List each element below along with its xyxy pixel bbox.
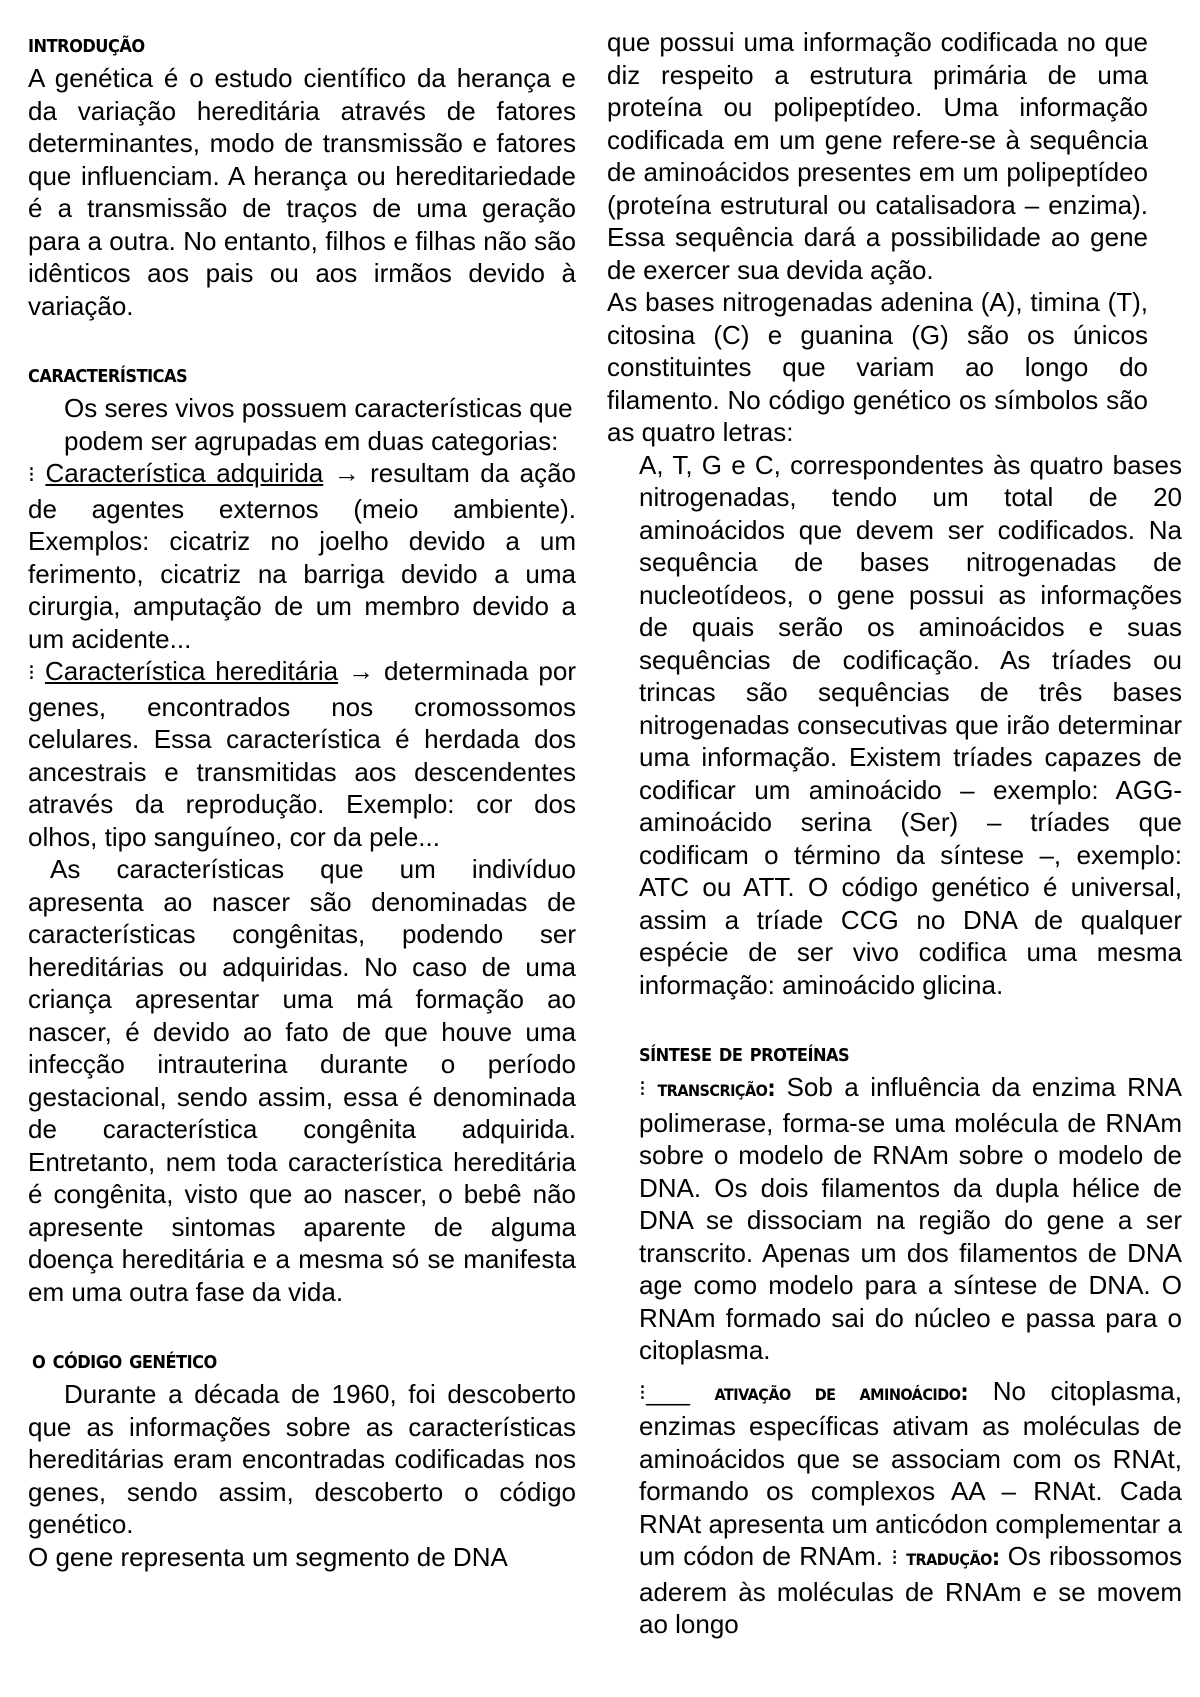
paragraph-codigo-1: Durante a década de 1960, foi descoberto que as informações sobre as características hereditárias eram encontradas codificadas nos genes, sendo assim, descoberto o código genético. bbox=[28, 1379, 576, 1539]
paragraph-congenitas: As características que um indivíduo apresenta ao nascer são denominadas de características congênitas, podendo ser hereditárias ou adquiridas. No caso de uma criança apresentar uma má formação ao nascer, é devido ao fato de que houve uma infecção intrauterina durante o período gestacional, sendo assim, essa é denominada de característica congênita adquirida. Entretanto, nem toda característica hereditária é congênita, visto que ao nascer, o bebê não apresente sintomas aparente de alguma doença hereditária e a mesma só se manifesta em uma outra fase da vida. bbox=[28, 854, 576, 1307]
paragraph-introducao: A genética é o estudo científico da herança e da variação hereditária através de fatores determinantes, modo de transmissão e fatores que influenciam. A herança ou hereditariedade é a transmissão de traços de uma geração para a outra. No entanto, filhos e filhas não são idênticos aos pais ou aos irmãos devido à variação. bbox=[28, 63, 576, 321]
text-transcricao: Sob a influência da enzima RNA polimerase, forma-se uma molécula de RNAm sobre o modelo de RNAm sobre o modelo de DNA. Os dois filamentos da dupla hélice de DNA se dissociam na região do gene a ser transcrito. Apenas um dos filamentos de DNA age como modelo para a síntese de DNA. O RNAm formado sai do núcleo e passa para o citoplasma. bbox=[639, 1072, 1182, 1365]
bullet-marker: ⁝ bbox=[28, 463, 35, 488]
label-transcricao: transcrição: bbox=[657, 1076, 776, 1102]
text-adquirida: → resultam da ação de agentes externos (meio ambiente). Exemplos: cicatriz no joelho devido a um ferimento, cicatriz na barriga devido a uma cirurgia, amputação de um membro devido a um acidente... bbox=[28, 458, 577, 654]
step-transcricao bbox=[639, 1071, 1182, 1367]
bullet-marker: ⁝ bbox=[891, 1546, 899, 1571]
step-ativacao bbox=[639, 1375, 1182, 1641]
paragraph-gene-continuation: que possui uma informação codificada no que diz respeito a estrutura primária de uma proteína ou polipeptídeo. Uma informação codificada em um gene refere-se à sequência de aminoácidos presentes em um polipeptídeo (proteína estrutural ou catalisadora – enzima). Essa sequência dará a possibilidade ao gene de exercer sua devida ação. bbox=[607, 27, 1148, 285]
right-column bbox=[607, 26, 1182, 1641]
heading-codigo-genetico: o código genético bbox=[32, 1345, 217, 1374]
text-ativacao: No citoplasma, enzimas específicas ativam as moléculas de aminoácidos que se associam com os RNAt, formando os complexos AA – RNAt. Cada RNAt apresenta um anticódon complementar a um códon de RNAm. bbox=[639, 1375, 1182, 1571]
paragraph-bases: As bases nitrogenadas adenina (A), timina (T), citosina (C) e guanina (G) são os únicos constituintes que variam ao longo do filamento. No código genético os símbolos são as quatro letras: bbox=[607, 287, 1148, 447]
heading-sintese-proteinas: síntese de proteínas bbox=[639, 1038, 850, 1067]
bullet-marker: ⁝ bbox=[28, 661, 35, 686]
paragraph-codons: A, T, G e C, correspondentes às quatro bases nitrogenadas, tendo um total de 20 aminoácidos que devem ser codificados. Na sequência de bases nitrogenadas de nucleotídeos, o gene possui as informações de quais serão os aminoácidos e suas sequências de codificação. As tríades ou trincas são sequências de três bases nitrogenadas consecutivas que irão determinar uma informação. Existem tríades capazes de codificar um aminoácido – exemplo: AGG-aminoácido serina (Ser) – tríades que codificam o término da síntese –, exemplo: ATC ou ATT. O código genético é universal, assim a tríade CCG no DNA de qualquer espécie de ser vivo codifica uma mesma informação: aminoácido glicina. bbox=[639, 449, 1182, 1000]
heading-introducao: introdução bbox=[28, 29, 145, 58]
list-item-adquirida bbox=[28, 457, 576, 655]
text-hereditaria: → determinada por genes, encontrados nos cromossomos celulares. Essa característica é herdada dos ancestrais e transmitidas aos descendentes através da reprodução. Exemplo: cor dos olhos, tipo sanguíneo, cor da pele... bbox=[28, 656, 576, 852]
bullet-marker: ⁝ bbox=[639, 1077, 646, 1102]
label-traducao: tradução: bbox=[906, 1545, 1000, 1571]
text-traducao: Os ribossomos aderem às moléculas de RNAm e se movem ao longo bbox=[639, 1541, 1182, 1639]
term-adquirida: Característica adquirida bbox=[45, 458, 324, 488]
caracteristicas-intro-text: Os seres vivos possuem características que podem ser agrupadas em duas categorias: bbox=[64, 393, 573, 456]
list-item-hereditaria bbox=[28, 655, 576, 853]
paragraph-codigo-2: O gene representa um segmento de DNA bbox=[28, 1541, 508, 1572]
label-ativacao: ativação de aminoácido: bbox=[714, 1379, 969, 1406]
heading-caracteristicas: características bbox=[28, 359, 188, 388]
term-hereditaria: Característica hereditária bbox=[44, 656, 339, 686]
left-column bbox=[28, 26, 576, 1573]
bullet-marker: ⁝____ bbox=[639, 1380, 690, 1406]
paragraph-caracteristicas-intro bbox=[28, 392, 576, 457]
